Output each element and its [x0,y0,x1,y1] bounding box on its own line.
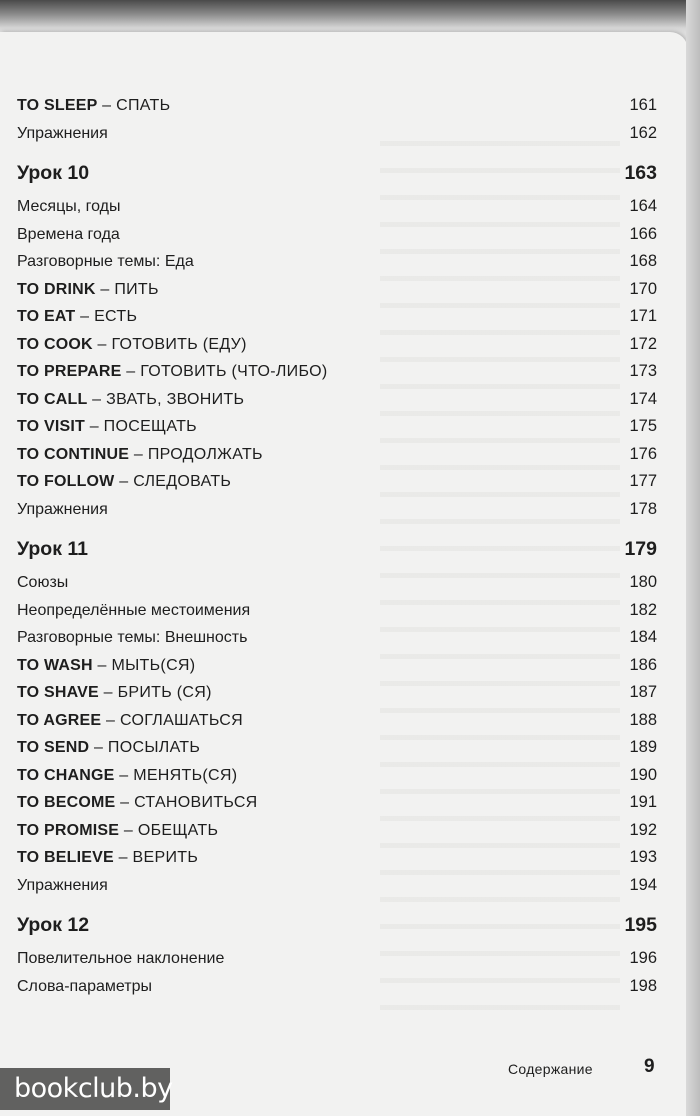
toc-entry-translation: – ЗВАТЬ, ЗВОНИТЬ [87,390,245,408]
toc-page-number: 188 [629,710,657,729]
toc-entry-verb: TO PREPARE [17,363,122,380]
toc-entry [17,789,657,817]
toc-page-number: 171 [629,307,657,325]
toc-entry-verb: TO CONTINUE [17,445,130,463]
toc-page-number: 192 [629,820,657,839]
toc-entry-verb: TO VISIT [17,418,85,435]
lesson-title: Урок 10 [17,162,90,184]
toc-entry-verb: TO DRINK [17,280,96,298]
toc-page-number: 163 [624,162,657,184]
toc-entry-translation: – ПОСЕЩАТЬ [84,418,197,435]
toc-entry-title: Упражнения [17,500,108,518]
toc-entry [17,193,657,221]
toc-page-number: 198 [629,976,657,995]
toc-entry-title: Союзы [17,574,69,591]
toc-page-number: 180 [629,573,657,591]
toc-lesson-heading [17,153,657,193]
toc-entry-translation: – ГОТОВИТЬ (ЕДУ) [92,335,247,353]
toc-page-number: 162 [629,123,657,142]
toc-entry-title: Упражнения [17,124,108,142]
toc-entry-translation: – ВЕРИТЬ [113,849,199,866]
toc-page-number: 166 [629,224,657,243]
toc-entry-verb: TO COOK [17,335,93,353]
page-edge-shadow [686,0,700,1116]
toc-page-number: 195 [624,914,657,936]
toc-entry [17,413,657,441]
toc-page-number: 164 [629,197,657,215]
toc-entry [17,468,657,496]
toc-entry-translation: – СПАТЬ [97,97,171,114]
toc-entry [17,844,657,872]
toc-page-number: 168 [629,252,657,270]
toc-entry [17,817,657,845]
toc-entry-verb: TO PROMISE [17,821,120,839]
toc-entry-verb: TO BELIEVE [17,849,114,866]
table-of-contents [17,92,657,1000]
lesson-title: Урок 11 [17,538,89,560]
toc-entry-title: Разговорные темы: Еда [17,253,194,270]
toc-entry-translation: – ОБЕЩАТЬ [119,821,219,839]
toc-entry [17,276,657,304]
toc-page-number: 177 [629,472,657,490]
toc-page-number: 182 [629,600,657,619]
toc-entry-verb: TO CALL [17,390,88,408]
toc-page-number: 161 [629,96,657,114]
toc-entry-translation: – СТАНОВИТЬСЯ [115,794,258,811]
toc-page-number: 178 [629,499,657,518]
lesson-title: Урок 12 [17,914,90,936]
toc-entry-translation: – МЕНЯТЬ(СЯ) [114,766,238,784]
toc-page-number: 176 [629,444,657,463]
toc-entry-translation: – СОГЛАШАТЬСЯ [101,711,243,729]
toc-entry [17,872,657,900]
toc-page-number: 190 [629,765,657,784]
toc-page-number: 172 [629,334,657,353]
footer-section-title: Содержание [508,1061,593,1077]
toc-page-number: 193 [629,848,657,866]
toc-lesson-heading [17,905,657,945]
toc-entry [17,358,657,386]
toc-page-number: 173 [629,362,657,380]
toc-entry [17,762,657,790]
toc-entry-verb: TO SHAVE [17,684,99,701]
toc-page-number: 186 [629,655,657,674]
toc-entry-verb: TO FOLLOW [17,473,115,490]
toc-page-number: 191 [629,793,657,811]
toc-page-number: 194 [629,875,657,894]
toc-entry [17,973,657,1001]
toc-entry-title: Неопределённые местоимения [17,601,251,619]
watermark-logo: bookclub.by [0,1068,170,1110]
toc-entry [17,652,657,680]
toc-entry [17,120,657,148]
toc-page-number: 184 [629,628,657,646]
toc-lesson-heading [17,529,657,569]
toc-page-number: 179 [624,538,657,560]
toc-entry-translation: – ПРОДОЛЖАТЬ [129,445,263,463]
toc-entry-verb: TO WASH [17,656,93,674]
toc-entry [17,496,657,524]
toc-entry [17,92,657,120]
toc-entry-translation: – ГОТОВИТЬ (ЧТО-ЛИБО) [121,363,328,380]
toc-entry-title: Повелительное наклонение [17,950,225,967]
toc-entry-verb: TO AGREE [17,711,102,729]
toc-entry-title: Слова-параметры [17,977,152,995]
toc-entry [17,221,657,249]
toc-entry-verb: TO SLEEP [17,97,98,114]
toc-page-number: 170 [629,279,657,298]
toc-entry [17,624,657,652]
toc-page-number: 189 [629,738,657,756]
toc-entry-translation: – СЛЕДОВАТЬ [114,473,232,490]
toc-entry [17,569,657,597]
toc-entry-title: Разговорные темы: Внешность [17,629,248,646]
toc-page-number: 196 [629,949,657,967]
toc-entry [17,331,657,359]
toc-entry [17,707,657,735]
toc-entry-verb: TO SEND [17,739,90,756]
toc-entry [17,386,657,414]
toc-entry [17,248,657,276]
toc-entry-translation: – МЫТЬ(СЯ) [92,656,196,674]
toc-entry-translation: – БРИТЬ (СЯ) [98,684,212,701]
toc-page-number: 175 [629,417,657,435]
toc-entry-translation: – ПОСЫЛАТЬ [89,739,201,756]
toc-entry-title: Месяцы, годы [17,198,121,215]
toc-entry [17,679,657,707]
toc-entry [17,441,657,469]
toc-entry-verb: TO BECOME [17,794,116,811]
toc-entry-verb: TO CHANGE [17,766,115,784]
toc-entry-verb: TO EAT [17,308,76,325]
toc-entry [17,945,657,973]
toc-entry-translation: – ПИТЬ [95,280,159,298]
toc-entry [17,597,657,625]
toc-entry [17,734,657,762]
toc-entry-title: Упражнения [17,876,108,894]
toc-page-number: 174 [629,389,657,408]
toc-entry-title: Времена года [17,225,120,243]
toc-page-number: 187 [629,683,657,701]
toc-entry-translation: – ЕСТЬ [75,308,138,325]
footer-page-number: 9 [644,1056,655,1077]
toc-entry [17,303,657,331]
